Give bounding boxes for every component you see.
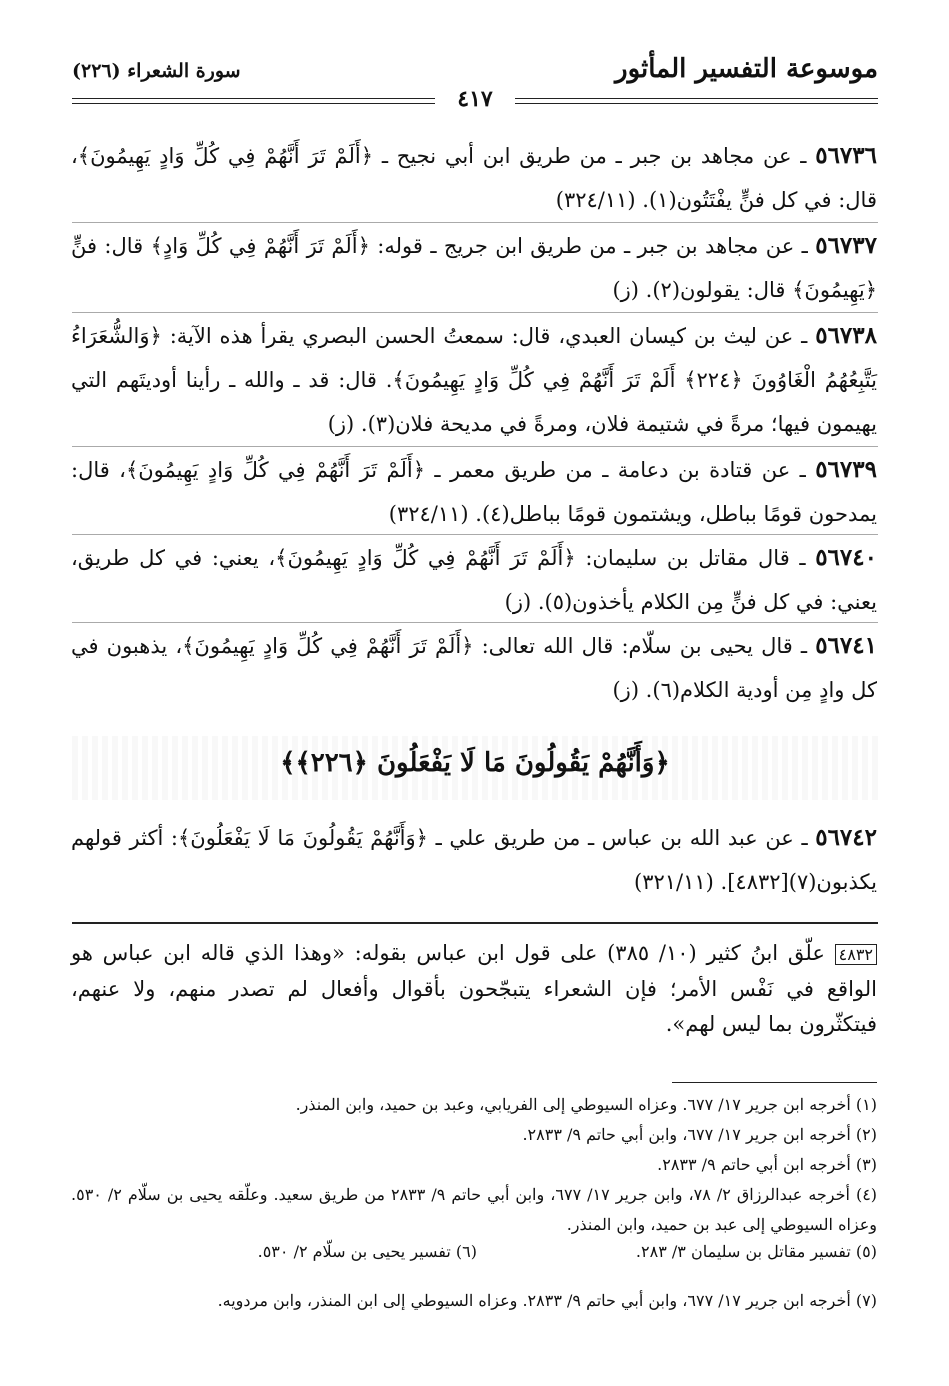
- entry-number: ٥٦٧٤٢: [815, 824, 877, 851]
- entry-number: ٥٦٧٣٧: [815, 232, 877, 259]
- entry-text: ـ عن مجاهد بن جبر ـ من طريق ابن جريج ـ قوله: ﴿أَلَمْ تَرَ أَنَّهُمْ فِي كُلِّ وَادٍ﴾ قال: فنٍّ ﴿يَهِيمُونَ﴾ قال: يقولون(٢). (ز): [71, 234, 877, 302]
- footnote-7: (٧) أخرجه ابن جرير ١٧/ ٦٧٧، وابن أبي حاتم ٩/ ٢٨٣٣. وعزاه السيوطي إلى ابن المنذر، وابن مردويه.: [217, 1291, 877, 1310]
- entry-56742: [71, 816, 877, 904]
- commentary-text: علّق ابنُ كثير (١٠/ ٣٨٥) على قول ابن عباس بقوله: «وهذا الذي قاله ابن عباس هو الواقع في نَفْس الأمر؛ فإن الشعراء يتبجّحون بأقوال وأفعال لم تصدر منهم، ولا عنهم، فيتكثّرون بما ليس لهم».: [71, 941, 877, 1036]
- commentary-note: [71, 936, 877, 1042]
- entry-56741: [71, 624, 877, 712]
- running-header: [72, 52, 878, 88]
- entry-number: ٥٦٧٣٨: [815, 322, 877, 349]
- commentary-ref-box: ٤٨٣٢: [835, 944, 877, 965]
- entry-divider: [72, 222, 878, 223]
- entry-text: ـ عن عبد الله بن عباس ـ من طريق علي ـ ﴿وَأَنَّهُمْ يَقُولُونَ مَا لَا يَفْعَلُونَ﴾: أكثر قولهم يكذبون(٧)[٤٨٣٢]. (٣٢١/١١): [71, 826, 877, 894]
- entry-divider: [72, 622, 878, 623]
- footnote-rule: [672, 1082, 877, 1083]
- entry-divider: [72, 446, 878, 447]
- footnote-3: (٣) أخرجه ابن أبي حاتم ٩/ ٢٨٣٣.: [657, 1155, 877, 1174]
- verse-banner: [72, 736, 878, 800]
- entry-56738: [71, 314, 877, 446]
- entry-number: ٥٦٧٤١: [815, 632, 877, 659]
- entry-number: ٥٦٧٣٦: [815, 142, 877, 169]
- entry-text: ـ عن ليث بن كيسان العبدي، قال: سمعتُ الحسن البصري يقرأ هذه الآية: ﴿وَالشُّعَرَاءُ يَتَّبِعُهُمُ الْغَاوُونَ ﴿٢٢٤﴾ أَلَمْ تَرَ أَنَّهُمْ فِي كُلِّ وَادٍ يَهِيمُونَ﴾. قال: قد ـ والله ـ رأينا أوديتَهم التي يهيمون فيها؛ مرةً في شتيمة فلان، ومرةً في مديحة فلان(٣). (ز): [71, 324, 877, 436]
- entry-56736: [71, 134, 877, 222]
- entry-56739: [71, 448, 877, 536]
- footnote-6: (٦) تفسير يحيى بن سلّام ٢/ ٥٣٠.: [257, 1242, 477, 1261]
- footnote-5-6: [71, 1242, 877, 1272]
- footnote-4: (٤) أخرجه عبدالرزاق ٢/ ٧٨، وابن جرير ١٧/ ٦٧٧، وابن أبي حاتم ٩/ ٢٨٣٣ من طريق سعيد. وعلّقه يحيى بن سلّام ٢/ ٥٣٠. وعزاه السيوطي إلى عبد بن حميد، وابن المنذر.: [71, 1185, 878, 1234]
- footnote-2: (٢) أخرجه ابن جرير ١٧/ ٦٧٧، وابن أبي حاتم ٩/ ٢٨٣٣.: [522, 1125, 877, 1144]
- header-rule-left: [72, 98, 435, 104]
- entry-text: ـ قال يحيى بن سلّام: قال الله تعالى: ﴿أَلَمْ تَرَ أَنَّهُمْ فِي كُلِّ وَادٍ يَهِيمُونَ﴾، يذهبون في كل وادٍ مِن أودية الكلام(٦). (ز): [71, 634, 877, 702]
- book-title: موسوعة التفسير المأثور: [615, 54, 878, 84]
- entry-divider: [72, 312, 878, 313]
- page-number-row: [72, 88, 878, 112]
- entry-56737: [71, 224, 877, 312]
- entry-number: ٥٦٧٣٩: [815, 456, 877, 483]
- entry-56740: [71, 536, 877, 624]
- verse-text: ﴿وَأَنَّهُمْ يَقُولُونَ مَا لَا يَفْعَلُونَ ﴿٢٢٦﴾﴾: [280, 748, 670, 778]
- footnote-5: (٥) تفسير مقاتل بن سليمان ٣/ ٢٨٣.: [635, 1242, 877, 1261]
- entry-text: ـ عن قتادة بن دعامة ـ من طريق معمر ـ ﴿أَلَمْ تَرَ أَنَّهُمْ فِي كُلِّ وَادٍ يَهِيمُونَ﴾، قال: يمدحون قومًا بباطل، ويشتمون قومًا بباطل(٤). (٣٢٤/١١): [71, 458, 877, 526]
- commentary-rule: [72, 922, 878, 924]
- entry-text: ـ عن مجاهد بن جبر ـ من طريق ابن أبي نجيح ـ ﴿أَلَمْ تَرَ أَنَّهُمْ فِي كُلِّ وَادٍ يَهِيمُونَ﴾، قال: في كل فنٍّ يفْتَتُون(١). (٣٢٤/١١): [71, 144, 877, 212]
- surah-label: سورة الشعراء (٢٢٦): [72, 60, 241, 82]
- entry-text: ـ قال مقاتل بن سليمان: ﴿أَلَمْ تَرَ أَنَّهُمْ فِي كُلِّ وَادٍ يَهِيمُونَ﴾، يعني: في كل طريق، يعني: في كل فنٍّ مِن الكلام يأخذون(٥). (ز): [71, 546, 877, 614]
- entry-divider: [72, 534, 878, 535]
- entry-number: ٥٦٧٤٠: [815, 544, 877, 571]
- header-rule-right: [515, 98, 878, 104]
- page-number: ٤١٧: [451, 86, 498, 112]
- footnote-1: (١) أخرجه ابن جرير ١٧/ ٦٧٧. وعزاه السيوطي إلى الفريابي، وعبد بن حميد، وابن المنذر.: [295, 1095, 877, 1114]
